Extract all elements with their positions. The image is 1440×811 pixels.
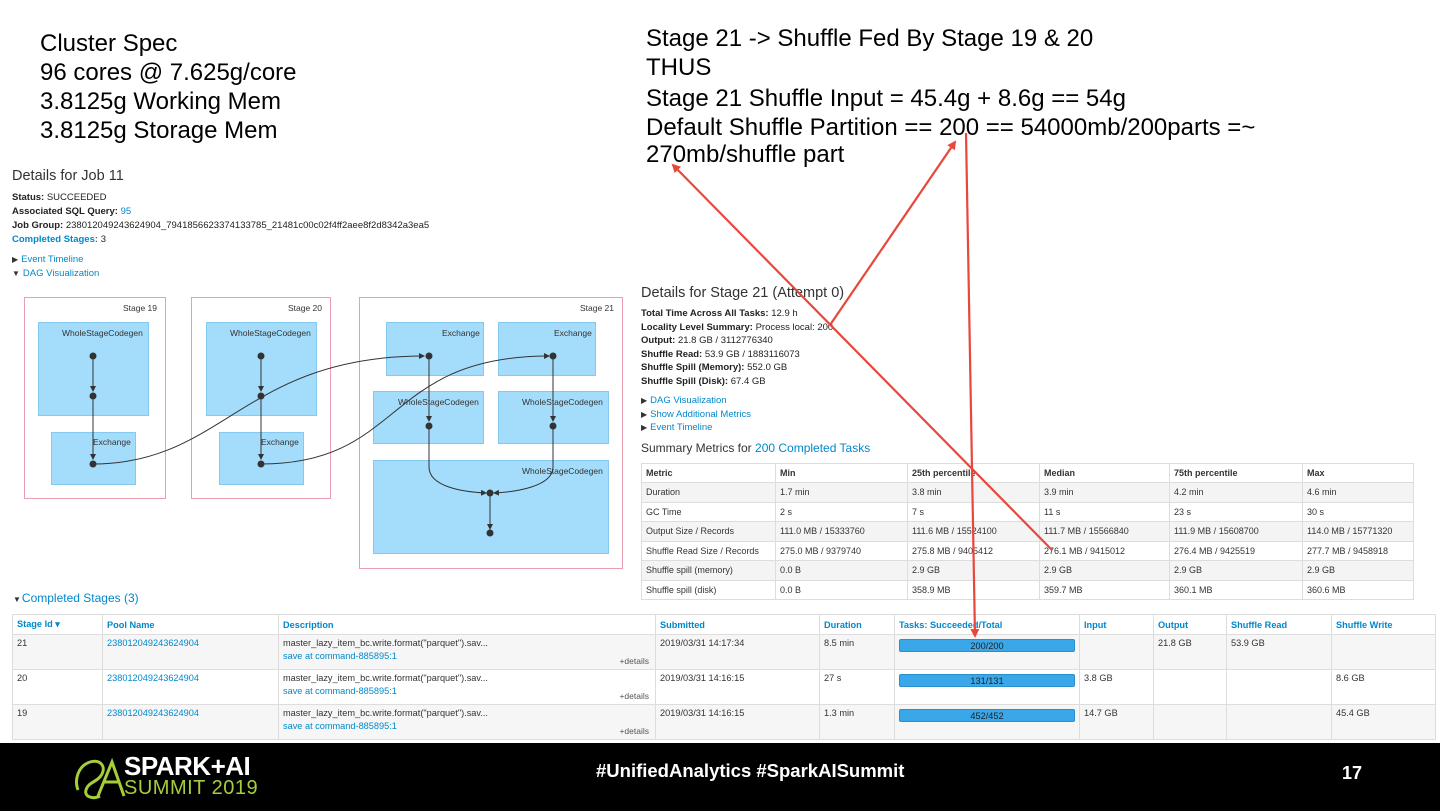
metric-value-cell: 275.0 MB / 9379740 [776,541,908,561]
table-row [13,705,1436,740]
dag-visualization [24,297,624,572]
metric-value-cell: 11 s [1040,502,1170,522]
metric-value-cell: 30 s [1303,502,1414,522]
duration-cell: 1.3 min [820,705,895,740]
description-cell [279,670,656,705]
metric-value-cell: 276.4 MB / 9425519 [1170,541,1303,561]
stage-detail-value: 21.8 GB / 3112776340 [677,335,773,346]
column-header: Metric [642,464,776,483]
sort-header-shuffle-read[interactable]: Shuffle Read [1227,615,1332,635]
summary-metrics-prefix: Summary Metrics for [641,441,756,455]
description-cell [279,635,656,670]
stage-detail-label: Shuffle Read: [641,348,703,360]
stage-dag-visualization-toggle[interactable] [641,394,1431,408]
job-group-value: 238012049243624904_7941856623374133785_21481c00c02f4ff2aee8f2d8342a3ea5 [65,220,430,231]
stage-spill-memory [641,361,1431,375]
job-dag-visualization-toggle[interactable] [12,267,632,281]
stage-id-cell: 20 [13,670,103,705]
metric-value-cell: 114.0 MB / 15771320 [1303,522,1414,542]
metric-value-cell: 23 s [1170,502,1303,522]
column-header: Median [1040,464,1170,483]
shuffle-read-cell: 53.9 GB [1227,635,1332,670]
dag-op-label: Exchange [442,328,480,338]
dag-op-label: WholeStageCodegen [522,397,603,407]
logo-subtitle: SUMMIT 2019 [124,777,259,799]
show-additional-metrics-toggle[interactable] [641,408,1431,422]
metric-value-cell: 2 s [776,502,908,522]
job-sql-link[interactable]: 95 [120,206,132,217]
metric-value-cell: 3.9 min [1040,483,1170,503]
input-cell [1080,635,1154,670]
metric-value-cell: 7 s [908,502,1040,522]
stage-total-time [641,307,1431,321]
description-link[interactable]: save at command-885895:1 [283,686,397,696]
metric-value-cell: 2.9 GB [908,561,1040,581]
stage-detail-value: 12.9 h [771,308,798,319]
metric-value-cell: 359.7 MB [1040,580,1170,600]
job-status-value: SUCCEEDED [46,192,107,203]
metric-value-cell: 277.7 MB / 9458918 [1303,541,1414,561]
logo-wordmark: SPARK+AI [124,751,251,781]
tasks-progress-bar [899,639,1075,652]
stage-note-line-5: 270mb/shuffle part [646,141,845,168]
shuffle-write-cell [1332,635,1436,670]
cluster-spec-storage-mem: 3.8125g Storage Mem [40,117,278,144]
stage-note-line-2: THUS [646,54,712,81]
metric-name-cell: Shuffle Read Size / Records [642,541,776,561]
description-text: master_lazy_item_bc.write.format("parquet").sav... [283,673,488,683]
pool-name-cell[interactable]: 238012049243624904 [103,635,279,670]
shuffle-write-cell: 45.4 GB [1332,705,1436,740]
tasks-cell [895,705,1080,740]
metrics-row [642,522,1414,542]
completed-tasks-link[interactable]: 200 Completed Tasks [755,441,871,455]
sort-header-submitted[interactable]: Submitted [656,615,820,635]
collapsed-triangle-icon: ▶ [641,423,648,432]
job-completed-label[interactable]: Completed Stages: [12,234,99,245]
dag-stage-label: Stage 20 [287,303,322,313]
tasks-progress-label: 452/452 [970,711,1004,721]
job-status-label: Status: [12,192,45,203]
stage-note-line-3: Stage 21 Shuffle Input = 45.4g + 8.6g == 54g [646,85,1126,112]
stage-detail-value: 67.4 GB [730,375,766,387]
dag-stage-label: Stage 19 [122,303,157,313]
collapsed-triangle-icon: ▶ [641,396,648,405]
dag-op-label: Exchange [93,437,131,447]
metric-value-cell: 4.6 min [1303,483,1414,503]
job-details-title: Details for Job 11 [12,168,124,184]
sort-header-pool-name[interactable]: Pool Name [103,615,279,635]
duration-cell: 27 s [820,670,895,705]
metric-name-cell: Output Size / Records [642,522,776,542]
tasks-progress-label: 131/131 [970,676,1004,686]
metric-value-cell: 3.8 min [908,483,1040,503]
description-cell [279,705,656,740]
metrics-row [642,561,1414,581]
metrics-row [642,502,1414,522]
summary-metrics-header [642,464,1414,483]
submitted-cell: 2019/03/31 14:16:15 [656,670,820,705]
cluster-spec-cores: 96 cores @ 7.625g/core [40,59,297,86]
dag-edges [24,297,624,572]
details-toggle[interactable]: +details [619,691,649,701]
dag-op-label: WholeStageCodegen [230,328,311,338]
output-cell [1154,670,1227,705]
shuffle-read-cell [1227,705,1332,740]
pool-name-cell[interactable]: 238012049243624904 [103,670,279,705]
tasks-progress-label: 200/200 [970,641,1004,651]
input-cell: 3.8 GB [1080,670,1154,705]
table-row [13,635,1436,670]
sort-header-shuffle-write[interactable]: Shuffle Write [1332,615,1436,635]
shuffle-write-cell: 8.6 GB [1332,670,1436,705]
shuffle-read-cell [1227,670,1332,705]
job-status [12,191,632,205]
stage-link-label: Show Additional Metrics [650,408,752,420]
stage-detail-label: Shuffle Spill (Disk): [641,375,729,387]
metrics-row [642,580,1414,600]
metric-value-cell: 4.2 min [1170,483,1303,503]
metric-value-cell: 0.0 B [776,580,908,600]
stage-link-label: Event Timeline [650,422,713,433]
stage-shuffle-note [646,24,1255,167]
metric-value-cell: 358.9 MB [908,580,1040,600]
column-header: 25th percentile [908,464,1040,483]
sort-header-tasks[interactable]: Tasks: Succeeded/Total [895,615,1080,635]
submitted-cell: 2019/03/31 14:17:34 [656,635,820,670]
cluster-spec-title: Cluster Spec [40,30,178,57]
stage-detail-value: 552.0 GB [747,362,788,373]
stage-detail-label: Output: [641,335,676,346]
dag-op-label: WholeStageCodegen [62,328,143,338]
job-details-panel [12,168,632,280]
sort-header-stage-id[interactable]: Stage Id ▾ [13,615,103,635]
description-link[interactable]: save at command-885895:1 [283,721,397,731]
completed-stages-table [12,614,1436,740]
slide-page-number: 17 [1342,763,1363,783]
stage-event-timeline-toggle[interactable] [641,421,1431,435]
dag-stage-label: Stage 21 [579,303,614,313]
metric-value-cell: 2.9 GB [1170,561,1303,581]
completed-stages-header [13,615,1436,635]
pool-name-cell[interactable]: 238012049243624904 [103,705,279,740]
job-completed-stages[interactable] [12,233,632,247]
stage-details-panel [641,285,1431,435]
sort-header-input[interactable]: Input [1080,615,1154,635]
summary-metrics-table [641,463,1414,600]
input-cell: 14.7 GB [1080,705,1154,740]
metric-value-cell: 111.6 MB / 15524100 [908,522,1040,542]
completed-stages-title: Completed Stages (3) [21,591,139,605]
metric-value-cell: 276.1 MB / 9415012 [1040,541,1170,561]
column-header: Max [1303,464,1414,483]
dag-op-label: Exchange [261,437,299,447]
dag-op-label: WholeStageCodegen [522,466,603,476]
metric-value-cell: 1.7 min [776,483,908,503]
description-text: master_lazy_item_bc.write.format("parquet").sav... [283,638,488,648]
footer-hashtags: #UnifiedAnalytics #SparkAISummit [596,760,905,781]
dag-op-label: Exchange [554,328,592,338]
metrics-row [642,541,1414,561]
details-toggle[interactable]: +details [619,726,649,736]
job-completed-value: 3 [100,234,106,245]
metric-name-cell: Duration [642,483,776,503]
cluster-spec-working-mem: 3.8125g Working Mem [40,88,282,115]
expanded-triangle-icon: ▼ [12,268,20,278]
submitted-cell: 2019/03/31 14:16:15 [656,705,820,740]
description-link[interactable]: save at command-885895:1 [283,651,397,661]
metric-value-cell: 275.8 MB / 9405412 [908,541,1040,561]
job-dag-visualization-label: DAG Visualization [22,267,100,279]
slide-footer [0,743,1440,811]
stage-link-label: DAG Visualization [650,395,727,406]
completed-stages-toggle[interactable] [13,591,139,605]
metric-value-cell: 2.9 GB [1040,561,1170,581]
duration-cell: 8.5 min [820,635,895,670]
metric-value-cell: 360.6 MB [1303,580,1414,600]
metric-value-cell: 0.0 B [776,561,908,581]
stage-note-line-1: Stage 21 -> Shuffle Fed By Stage 19 & 20 [646,25,1094,52]
stage-detail-label: Locality Level Summary: [641,321,753,333]
metric-name-cell: Shuffle spill (memory) [642,561,776,581]
sort-header-output[interactable]: Output [1154,615,1227,635]
stage-detail-label: Shuffle Spill (Memory): [641,362,745,373]
details-toggle[interactable]: +details [619,656,649,666]
tasks-progress-bar [899,674,1075,687]
expanded-triangle-icon: ▼ [13,595,21,604]
metric-value-cell: 2.9 GB [1303,561,1414,581]
stage-detail-label: Total Time Across All Tasks: [641,308,769,319]
tasks-progress-bar [899,709,1075,722]
stage-detail-value: 53.9 GB / 1883116073 [704,348,800,360]
stage-id-cell: 19 [13,705,103,740]
stage-spill-disk [641,375,1431,389]
collapsed-triangle-icon: ▶ [641,409,648,419]
job-event-timeline-toggle[interactable] [12,253,632,267]
stage-output [641,334,1431,348]
metric-value-cell: 111.9 MB / 15608700 [1170,522,1303,542]
output-cell: 21.8 GB [1154,635,1227,670]
stage-detail-value: Process local: 200 [755,321,834,333]
metric-name-cell: Shuffle spill (disk) [642,580,776,600]
job-group [12,219,632,233]
collapsed-triangle-icon: ▶ [12,255,19,264]
description-text: master_lazy_item_bc.write.format("parquet").sav... [283,708,488,718]
stage-locality [641,321,1431,335]
column-header: Min [776,464,908,483]
column-header: 75th percentile [1170,464,1303,483]
sort-header-duration[interactable]: Duration [820,615,895,635]
job-sql-label: Associated SQL Query: [12,206,118,217]
stage-shuffle-read [641,348,1431,362]
tasks-cell [895,635,1080,670]
cluster-spec-note [40,29,297,145]
stage-details-title: Details for Stage 21 (Attempt 0) [641,285,845,301]
stage-id-cell: 21 [13,635,103,670]
metric-value-cell: 111.0 MB / 15333760 [776,522,908,542]
dag-op-label: WholeStageCodegen [398,397,479,407]
summary-metrics-title [641,441,870,455]
metric-name-cell: GC Time [642,502,776,522]
sort-header-description[interactable]: Description [279,615,656,635]
table-row [13,670,1436,705]
stage-note-line-4: Default Shuffle Partition == 200 == 54000mb/200parts =~ [646,114,1256,141]
job-event-timeline-label: Event Timeline [21,254,84,265]
metric-value-cell: 360.1 MB [1170,580,1303,600]
output-cell [1154,705,1227,740]
metric-value-cell: 111.7 MB / 15566840 [1040,522,1170,542]
metrics-row [642,483,1414,503]
job-group-label: Job Group: [12,220,64,231]
tasks-cell [895,670,1080,705]
job-sql-query [12,205,632,219]
